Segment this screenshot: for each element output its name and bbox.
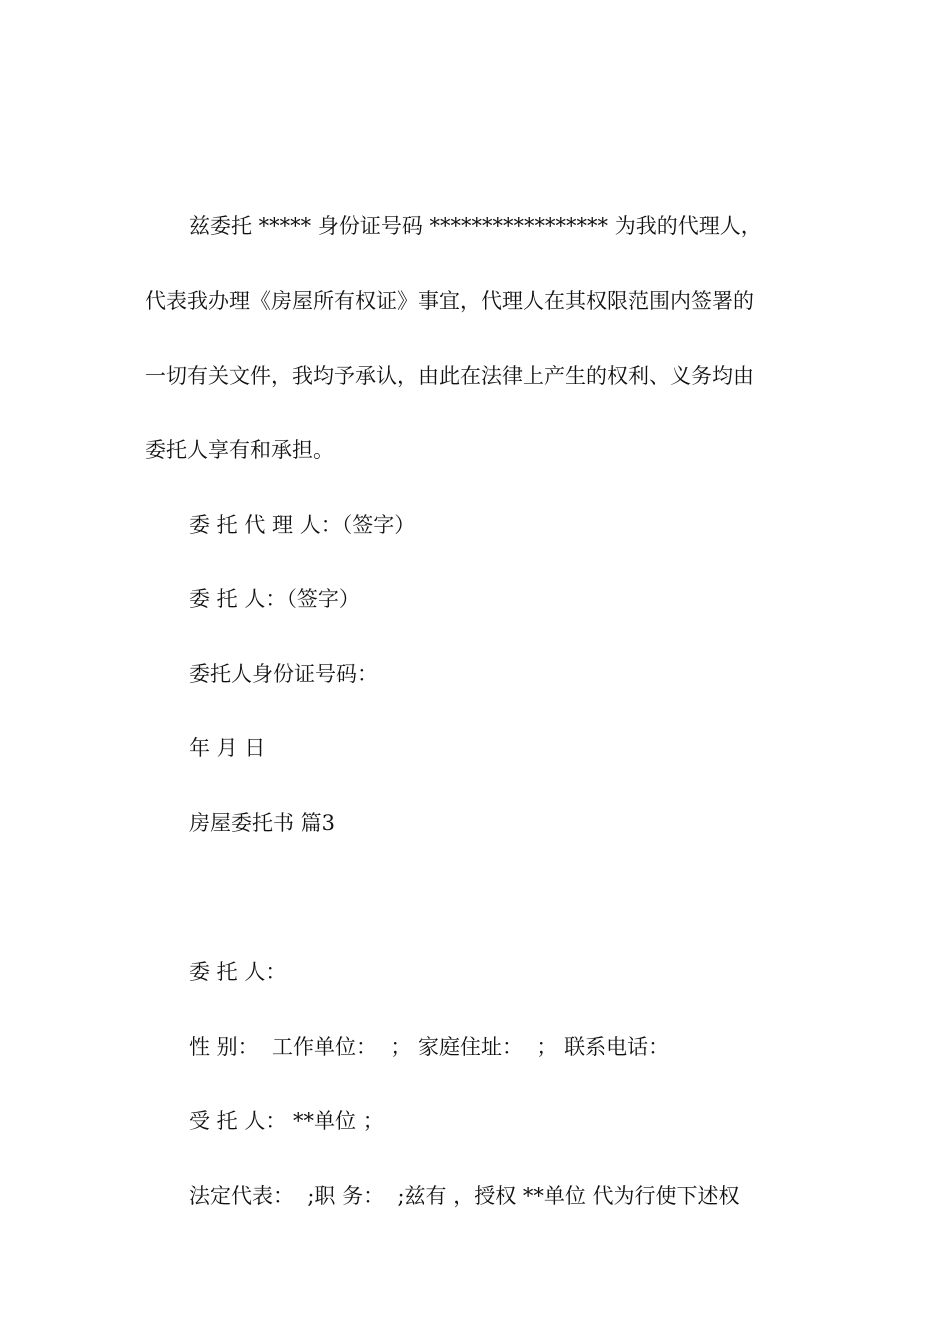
principal-info-line: 性 别： 工作单位： ； 家庭住址： ； 联系电话： [189,1035,670,1059]
trustee-line: 受 托 人： **单位 ； [189,1109,384,1133]
principal-label: 委 托 人： [189,960,287,984]
paragraph-line-2: 代表我办理《房屋所有权证》事宜，代理人在其权限范围内签署的 [145,289,754,313]
principal-id-line: 委托人身份证号码： [189,662,378,686]
paragraph-line-4: 委托人享有和承担。 [145,438,334,462]
legal-representative-line: 法定代表： ;职 务： ;兹有 ，授权 **单位 代为行使下述权 [189,1184,740,1208]
agent-signature-line: 委 托 代 理 人：（签字） [189,513,416,537]
paragraph-line-1: 兹委托 ***** 身份证号码 ***************** 为我的代理人， [189,214,762,238]
date-line: 年 月 日 [189,736,266,760]
section-title: 房屋委托书 篇3 [189,811,336,835]
paragraph-line-3: 一切有关文件，我均予承认，由此在法律上产生的权利、义务均由 [145,364,754,388]
principal-signature-line: 委 托 人：（签字） [189,587,360,611]
